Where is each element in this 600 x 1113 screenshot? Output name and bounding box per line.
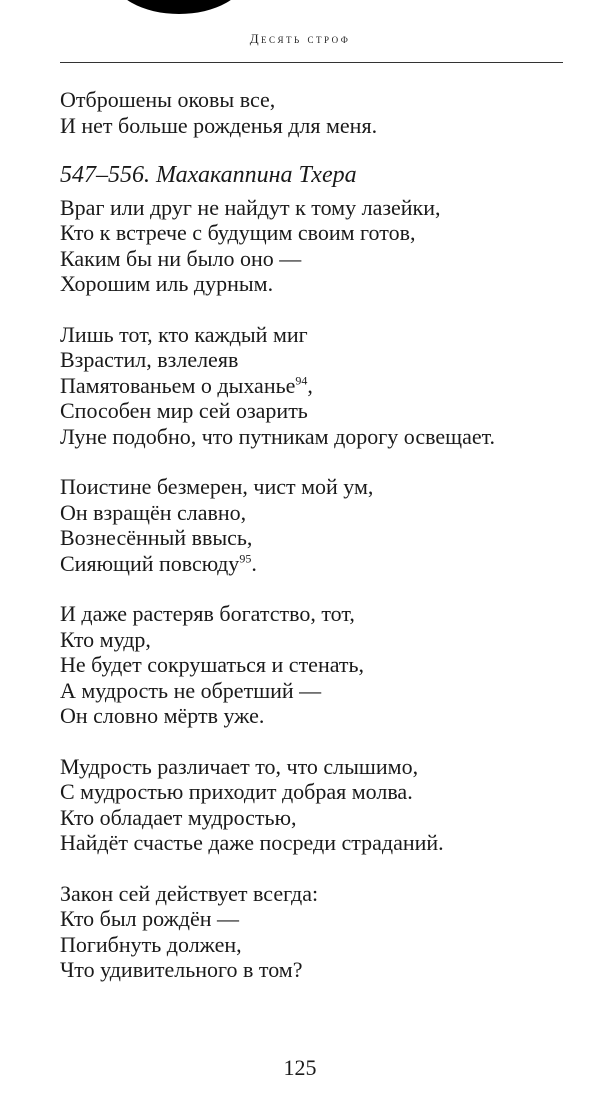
verse-line: Взрастил, взлелеяв [60, 347, 239, 372]
page-number: 125 [283, 1055, 317, 1080]
verse-line: А мудрость не обретший — [60, 677, 322, 703]
verse-line: Кто мудр, [60, 626, 151, 652]
verse-line: Поистине безмерен, чист мой ум, [60, 474, 374, 499]
verse-line: Лишь тот, кто каждый миг [60, 321, 308, 347]
verse-line-with-footnote [60, 551, 560, 577]
page-body [60, 87, 560, 1008]
verse-line: И даже растеряв богатство, тот, [60, 601, 355, 626]
verse-line-with-footnote [60, 373, 560, 399]
section-heading: 547–556. Махакаппина Тхера [60, 162, 357, 188]
stanza-2 [60, 322, 560, 450]
verse-line: Мудрость различает то, что слышимо, [60, 753, 419, 779]
verse-line: Не будет сокрушаться и стенать, [60, 652, 365, 677]
verse-punctuation: , [307, 372, 313, 398]
stanza-6 [60, 881, 560, 983]
verse-line: И нет больше рожденья для меня. [60, 112, 378, 138]
verse-line: Враг или друг не найдут к тому лазейки, [60, 194, 441, 220]
verse-line: Кто был рождён — [60, 906, 239, 931]
footnote-marker: 94 [295, 373, 308, 388]
verse-line: Погибнуть должен, [60, 931, 242, 957]
stanza-1 [60, 195, 560, 297]
verse-line: Он словно мёртв уже. [60, 703, 265, 728]
verse-line: Каким бы ни было оно — [60, 245, 302, 271]
verse-line: Кто обладает мудростью, [60, 804, 297, 830]
footnote-marker: 95 [239, 551, 252, 566]
stanza-4 [60, 601, 560, 729]
verse-line: Он взращён славно, [60, 499, 247, 525]
verse-line: Что удивительного в том? [60, 957, 303, 982]
stanza-3 [60, 474, 560, 576]
header-rule [60, 62, 563, 63]
verse-line: Найдёт счастье даже посреди страданий. [60, 830, 444, 855]
verse-line: Способен мир сей озарить [60, 398, 308, 423]
verse-punctuation: . [251, 550, 257, 576]
verse-line: Отброшены оковы все, [60, 87, 276, 112]
verse-line: С мудростью приходит добрая молва. [60, 779, 413, 804]
running-head: Десять строф [249, 31, 351, 46]
verse-line: Луне подобно, что путникам дорогу освещает. [60, 423, 496, 449]
verse-line-text: Сияющий повсюду [60, 550, 240, 576]
verse-line: Закон сей действует всегда: [60, 880, 319, 906]
intro-stanza [60, 87, 560, 138]
verse-line-text: Памятованьем о дыханье [60, 372, 296, 398]
page-top-smudge [112, 0, 246, 14]
verse-line: Хорошим иль дурным. [60, 271, 274, 296]
verse-line: Кто к встрече с будущим своим готов, [60, 220, 416, 245]
stanza-5 [60, 754, 560, 856]
verse-line: Вознесённый ввысь, [60, 525, 253, 550]
